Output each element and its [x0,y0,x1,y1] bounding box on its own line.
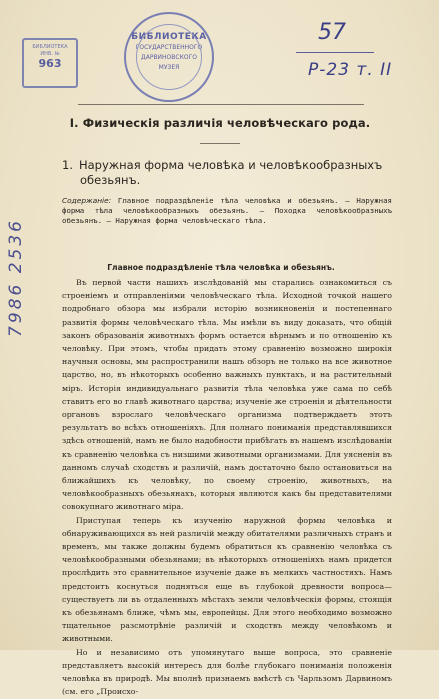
paragraph: Въ первой части нашихъ изслѣдованій мы старались ознакомиться съ строеніемъ и отправленіями человѣческаго тѣла. Исходной точкой нашего подробнаго обзора мы избрали исторію возникновенія и постепеннаго развитія формы человѣческаго тѣла. Мы имѣли въ виду доказать, что общій законъ образованія животныхъ формъ остается вѣрнымъ и по отношенію къ человѣку. При этомъ, чтобы придать этому сравненію возможно широкія научныя основы, мы распространили нашъ обзоръ не только на все животное царство, но, въ нѣкоторыхъ особенно важныхъ пунктахъ, и на растительный міръ. Исторія индивидуальнаго развитія тѣла человѣка уже сама по себѣ ставитъ его во главѣ животнаго царства; изученіе же строенія и дѣятельности органовъ взрослаго человѣческаго организма подтверждаетъ этотъ результатъ во всѣхъ отношеніяхъ. Для полнаго пониманія представлявшихся здѣсь отношеній, намъ не было надобности прибѣгать въ нашемъ изслѣдованіи къ сравненію человѣка съ низшими животными организмами. Для уясненія въ данномъ случаѣ сходствъ и различій, намъ достаточно было остановиться на ближайшихъ къ человѣку, по своему строенію, животныхъ, на человѣкообразныхъ обезьянахъ, которыя являются какъ бы представителями совокупнаго животнаго міра. [62,278,392,512]
summary-text: Главное подраздѣленіе тѣла человѣка и обезьянъ. — Наружная форма тѣла человѣкообразныхъ обезьянъ. — Походка человѣкообразныхъ обезьянъ. — Наружная форма человѣческаго тѣла. [62,196,393,225]
paragraph: Приступая теперь къ изученію наружной формы человѣка и обнаруживающихся въ ней различій между обитателями различныхъ странъ и временъ, мы также должны будемъ обратиться къ сравненію человѣка съ человѣкообразными обезьянами; въ нѣкоторыхъ отношеніяхъ намъ придется прослѣдить это сравнительное изученіе даже въ мелкихъ частностяхъ. Намъ предстоитъ коснуться подняться еще въ глубокой древности вопроса—существуетъ ли въ отдаленныхъ мѣстахъ земли человѣческія формы, стоящія къ обезьянамъ ближе, чѣмъ мы, европейцы. Для этого необходимо возможно тщательное разсмотрѣніе различій и сходствъ между человѣкомъ и животными. [62,515,392,644]
stamp-line: ИНВ. № [40,51,60,57]
top-rule [78,104,364,105]
chapter-heading [62,158,392,188]
subheading: Главное подраздѣленіе тѣла человѣка и обезьянъ. [107,263,335,272]
library-rect-stamp [22,38,78,88]
stamp-subtitle-line: МУЗЕЯ [158,64,180,71]
summary-lead: Содержаніе: [62,196,112,205]
section-heading: I. Физическія различія человѣческаго рода. [69,116,371,130]
heading-divider [200,143,240,144]
stamp-line: БИБЛИОТЕКА [32,44,68,50]
stamp-inventory-number: 963 [38,57,62,70]
chapter-title-line1: Наружная форма человѣка и человѣкообразныхъ [78,158,383,172]
stamp-subtitle-line: ГОСУДАРСТВЕННОГО [135,44,203,51]
stamp-subtitle-line: ДАРВИНОВСКОГО [141,54,197,61]
chapter-number: 1. [62,158,73,172]
chapter-summary [62,196,392,226]
chapter-title-line2: обезьянъ. [80,173,141,187]
handwritten-call-mark: Р-23 т. II [308,60,393,80]
handwritten-number: 57 [318,20,346,45]
stamp-inner-ring [136,24,202,90]
handwritten-side-mark: 7986 2536 [6,218,26,337]
paragraph: Но и независимо отъ упомянутаго выше вопроса, это сравненіе представляетъ высокій интересъ для болѣе глубокаго пониманія положенія человѣка въ природѣ. Мы вполнѣ признаемъ вмѣстѣ съ Чарльзомъ Дарвиномъ (см. его „Происхо- [62,647,392,697]
stamp-title: БИБЛИОТЕКА [131,32,207,42]
library-oval-stamp [124,12,214,102]
body-text [62,276,392,699]
